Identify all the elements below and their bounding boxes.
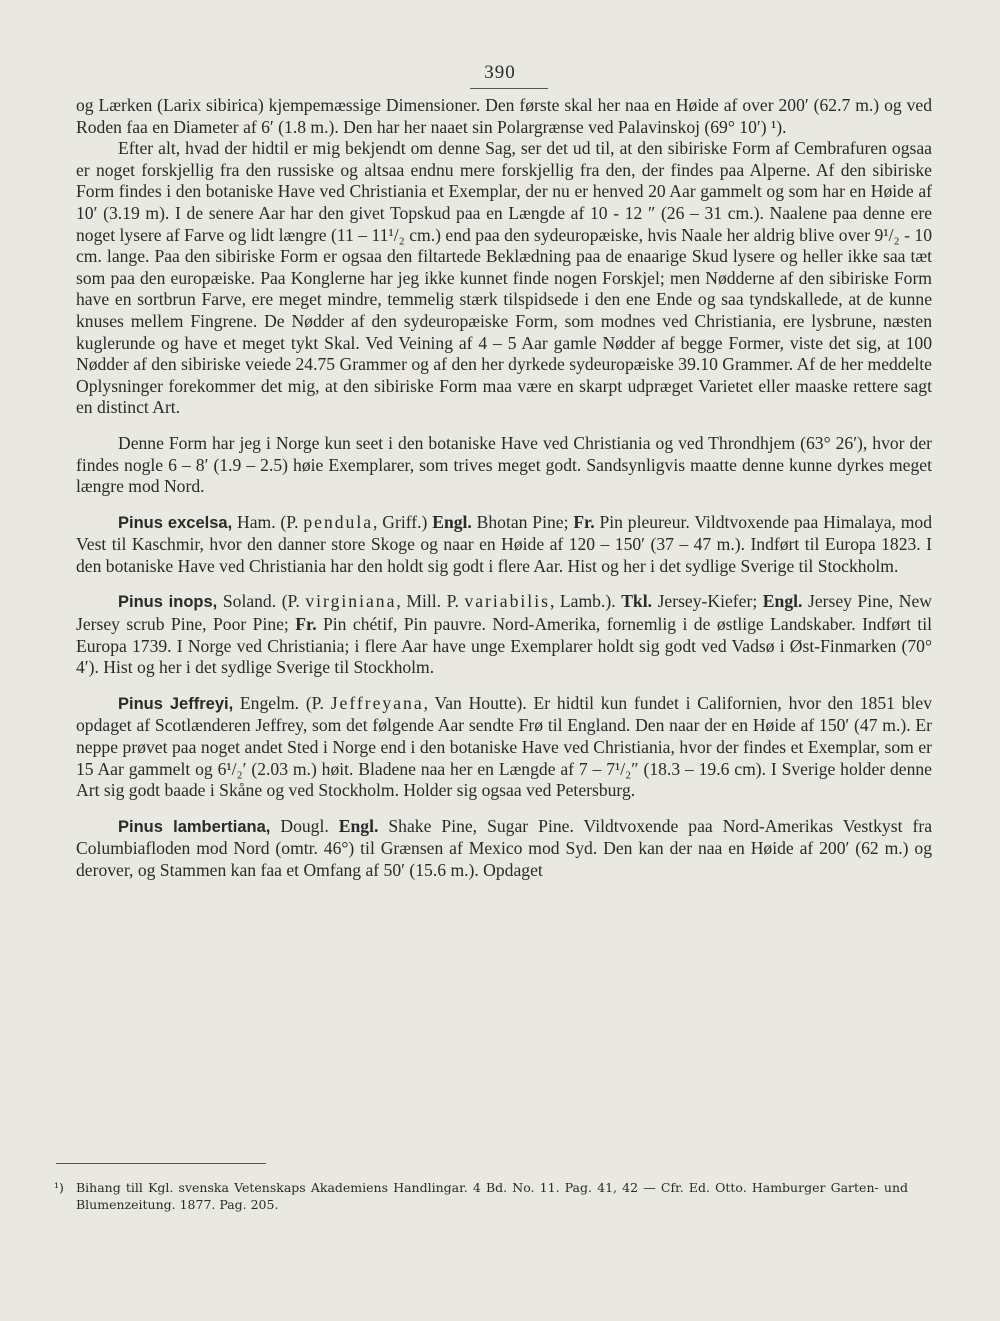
species-name: Pinus Jeffreyi, bbox=[118, 694, 234, 713]
lang-abbr: Engl. bbox=[432, 511, 472, 532]
synonym: virginiana bbox=[305, 591, 397, 612]
entry-text: , Van Houtte). Er hidtil kun fundet i Californien, hvor den 1851 blev opdaget af Scotlænderen Jeffrey, som det følgende Aar sendte Frø til England. Den naar der en Høide af 150′ (47 m.). Er neppe prøvet paa noget andet Sted i Norge end i den botaniske Have ved Christiania, hvor der findes et Exemplar, som er 15 Aar gammelt og 6¹/₂′ (2.03 m.) høit. Bladene naa her en Længde af 7 – 7¹/₂″ (18.3 – 19.6 cm). I Sverige holder denne Art sig godt baade i Skåne og ved Stockholm. Holder sig ogsaa ved Petersburg. bbox=[76, 692, 933, 801]
entry-text: Soland. (P. bbox=[217, 591, 306, 612]
lang-abbr: Fr. bbox=[295, 614, 317, 635]
synonym: pendula bbox=[303, 511, 374, 532]
species-name: Pinus lambertiana, bbox=[118, 817, 271, 836]
entry-text: Shake Pine, Sugar Pine. Vildtvoxende paa Nord-Amerikas Vestkyst fra Columbiafloden mod Nord (omtr. 46°) til Grænsen af Mexico mod Syd. Den kan der naa en Høide af 200′ (62 m.) og derover, og Stammen kan faa et Omfang af 50′ (15.6 m.). Opdaget bbox=[76, 815, 932, 880]
species-entry bbox=[76, 816, 932, 882]
entry-text: Pin pleureur. Vildtvoxende paa Himalaya, mod Vest til Kaschmir, hvor den danner store Skoge og naar en Høide af 120 – 150′ (37 – 47 m.). Indført til Europa 1823. I den botaniske Have ved Christiania har den holdt sig godt i flere Aar. Hist og her i det sydlige Sverige til Stockholm. bbox=[76, 511, 933, 576]
footnote-text: Bihang till Kgl. svenska Vetenskaps Akademiens Handlingar. 4 Bd. No. 11. Pag. 41, 42 — Cfr. Ed. Otto. Hamburger Garten- und Blumenzeitung. 1877. Pag. 205. bbox=[76, 1180, 908, 1212]
entry-text: Ham. (P. bbox=[232, 511, 304, 532]
species-name: Pinus excelsa, bbox=[118, 513, 233, 532]
lang-abbr: Tkl. bbox=[621, 591, 652, 612]
species-entry bbox=[76, 693, 932, 802]
species-entry bbox=[76, 512, 932, 578]
entry-text: Pin chétif, Pin pauvre. Nord-Amerika, fornemlig i de østlige Landskaber. Indført til Europa 1739. I Norge ved Christiania; i flere Aar have unge Exemplarer holdt sig godt ved Vadsø i Øst-Finmarken (70° 4′). Hist og her i det sydlige Sverige til Stockholm. bbox=[76, 614, 933, 678]
footnote-mark: ¹) bbox=[54, 1180, 64, 1195]
page-number: 390 bbox=[484, 62, 516, 83]
entry-text: Engelm. (P. bbox=[233, 692, 331, 713]
entry-text: Dougl. bbox=[270, 815, 339, 836]
footnote-rule bbox=[56, 1163, 266, 1164]
footnote bbox=[54, 1180, 908, 1213]
synonym: variabilis bbox=[464, 591, 550, 612]
species-name: Pinus inops, bbox=[118, 593, 218, 612]
entry-text: Jersey Pine, New Jersey scrub Pine, Poor Pine; bbox=[76, 591, 932, 635]
paragraph: Denne Form har jeg i Norge kun seet i den botaniske Have ved Christiania og ved Throndhjem (63° 26′), hvor der findes nogle 6 – 8′ (1.9 – 2.5) høie Exemplarer, som trives meget godt. Sandsynligvis maatte denne kunne dyrkes meget længre mod Nord. bbox=[76, 432, 932, 497]
lang-abbr: Engl. bbox=[338, 815, 379, 836]
synonym: Jeffreyana bbox=[330, 692, 424, 713]
paragraph: og Lærken (Larix sibirica) kjempemæssige Dimensioner. Den første skal her naa en Høide af over 200′ (62.7 m.) og ved Roden faa en Diameter af 6′ (1.8 m.). Den har her naaet sin Polargrænse ved Palavinskoj (69° 10′) ¹). bbox=[76, 95, 932, 137]
entry-text: Bhotan Pine; bbox=[471, 511, 574, 532]
page-number-rule bbox=[470, 88, 548, 89]
paragraph: Efter alt, hvad der hidtil er mig bekjendt om denne Sag, ser det ud til, at den sibiriske Form af Cembrafuren ogsaa er noget forskjellig fra den russiske og altsaa endnu mere forskjellig fra den, der findes paa Alperne. Af den sibiriske Form findes i den botaniske Have ved Christiania et Exemplar, der nu er henved 20 Aar gammelt og som har en Høide af 10′ (3.19 m). I de senere Aar har den givet Topskud paa en Længde af 10 - 12 ″ (26 – 31 cm.). Naalene paa denne ere noget lysere af Farve og lidt længre (11 – 11¹/₂ cm.) end paa den sydeuropæiske, hvis Naale her aldrig blive over 9¹/₂ - 10 cm. lange. Paa den sibiriske Form er ogsaa den filtartede Beklædning paa de enaarige Skud lysere og heller ikke saa tæt som paa den europæiske. Paa Konglerne har jeg ikke kunnet finde nogen Forskjel; men Nødderne af den sibiriske Form have en sortbrun Farve, ere meget mindre, temmelig stærk tilspidsede i den ene Ende og saa tyndskallede, at de kunne knuses mellem Fingrene. De Nødder af den sydeuropæiske Form, som modnes ved Christiania, ere lysbrune, næsten kuglerunde og have et meget tykt Skal. Ved Veining af 4 – 5 Aar gamle Nødder af begge Former, viste det sig, at 100 Nødder af den sibiriske veiede 24.75 Grammer og af den her dyrkede sydeuropæiske 39.10 Grammer. Af de her meddelte Oplysninger forekommer det mig, at den sibiriske Form maa være en skarpt udpræget Varietet eller maaske rettere sagt en distinct Art. bbox=[76, 138, 932, 418]
entry-text: , Mill. P. bbox=[396, 591, 465, 612]
lang-abbr: Fr. bbox=[573, 511, 595, 532]
species-entry bbox=[76, 591, 932, 678]
entry-text: , Griff.) bbox=[373, 511, 433, 532]
entry-text: , Lamb.). bbox=[549, 591, 622, 612]
lang-abbr: Engl. bbox=[762, 591, 803, 612]
body-text bbox=[76, 95, 932, 882]
entry-text: Jersey-Kiefer; bbox=[652, 591, 763, 612]
